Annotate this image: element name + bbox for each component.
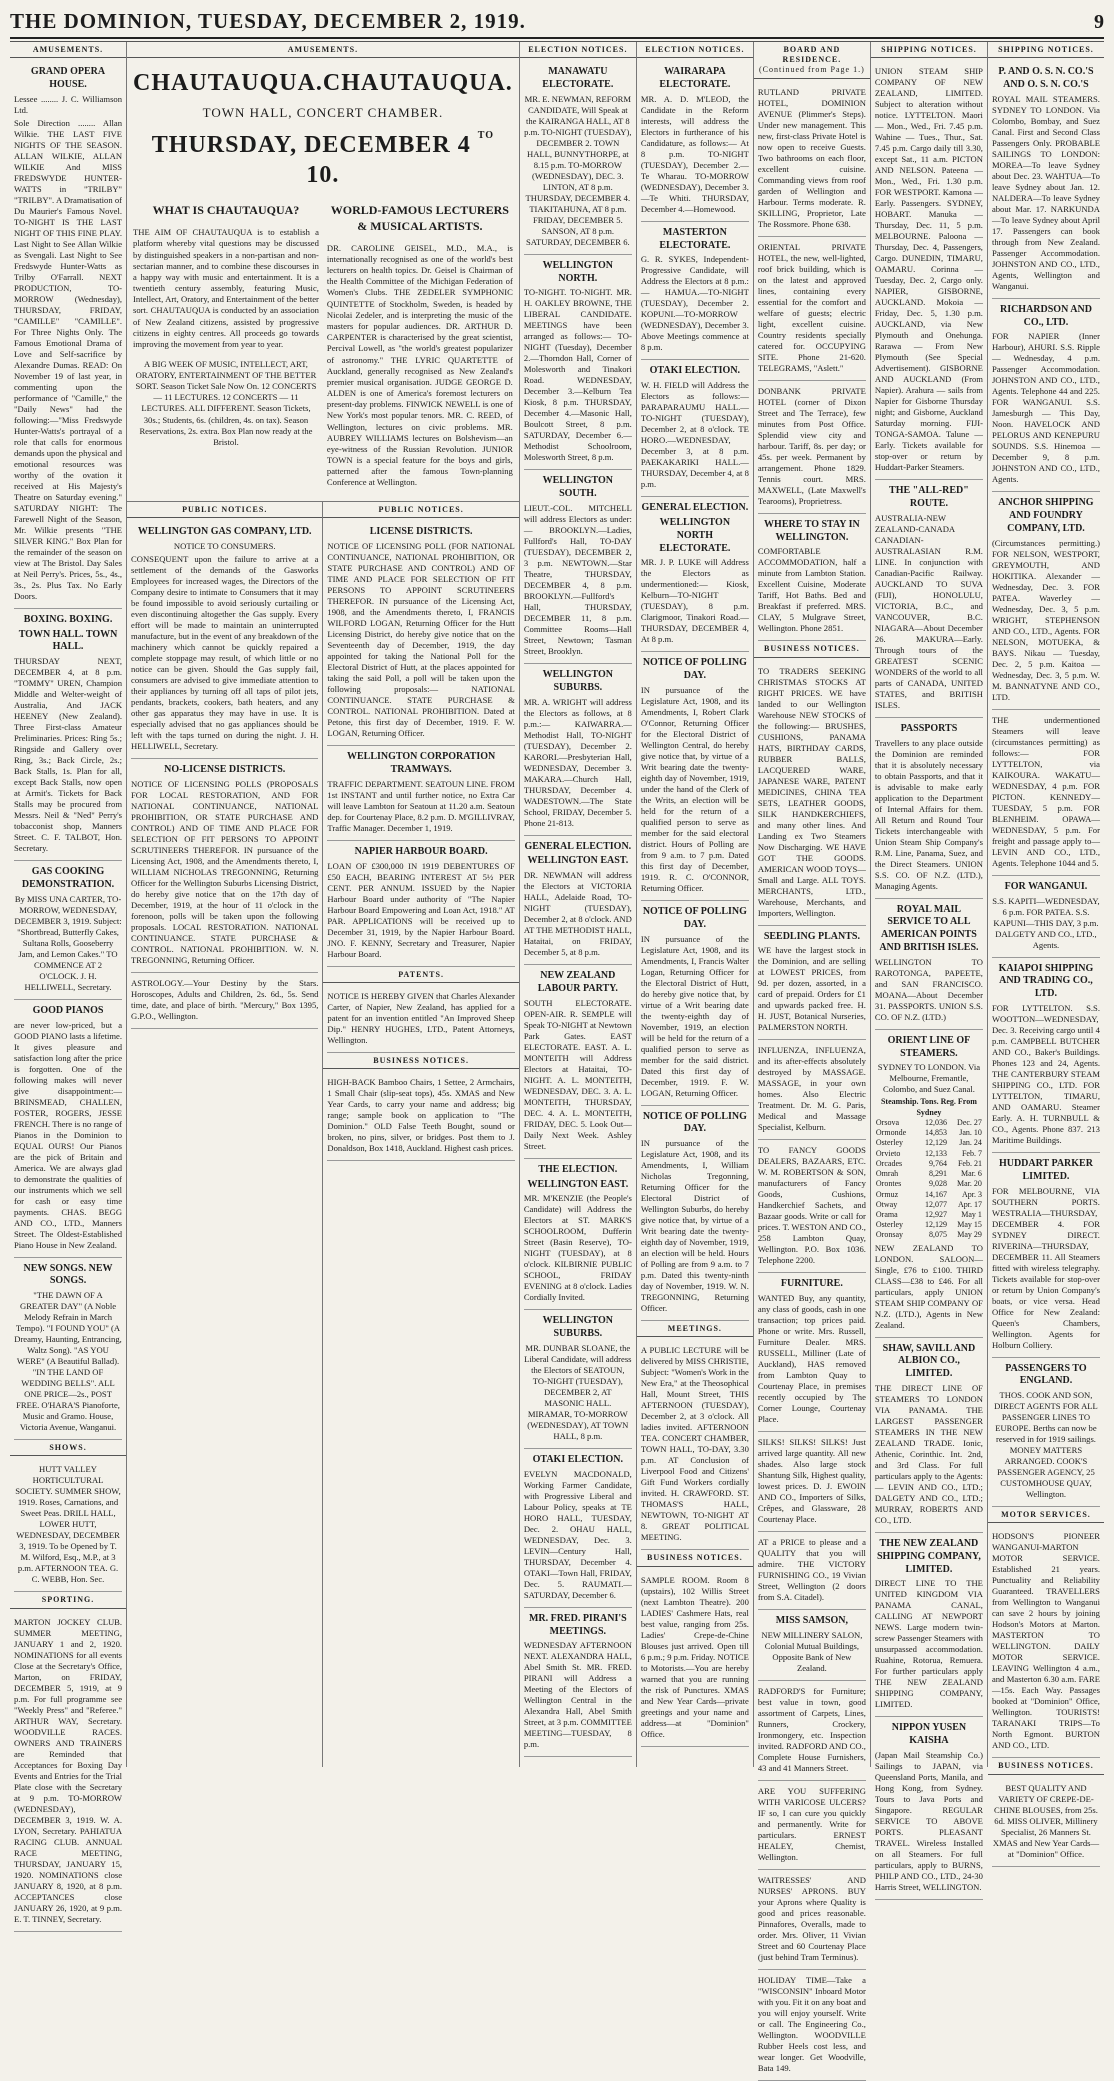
notice-text: LIEUT.-COL. MITCHELL will address Electors as under:— BROOKLYN.—Ladies, Fullford's Hall, TO-DAY (TUESDAY), DECEMBER 2, 3 p.m. NEWTOWN.—Star Theatre, THURSDAY, DECEMBER 4, 8 p.m. BROOKLYN.—Fullford's Hall, THURSDAY, DECEMBER 11, 8 p.m. Committee Rooms—Hall Street, Newtown; Tasman Street, Brooklyn. (523, 503, 632, 657)
ad-cook (992, 1358, 1100, 1508)
ad-heading: SEEDLING PLANTS. (763, 930, 860, 942)
fixture-ship: Osterley (875, 1220, 904, 1230)
notice-text: DR. NEWMAN will address the Electors at VICTORIA HALL, Adelaide Road, TO-NIGHT (TUESDAY), December 2, at 8 o'clock. AND AT THE METHODIST HALL, Hataitai, on FRIDAY, December 5, at 8 p.m. (523, 870, 632, 958)
notice-heading: THE ELECTION. (538, 1163, 618, 1175)
ad-seedlings (758, 926, 866, 1041)
chautauqua-date-end: 10. (306, 162, 340, 189)
ad-shaw-savill (875, 1338, 983, 1533)
chautauqua-date-to: TO (477, 129, 495, 141)
ad-richardson (992, 299, 1100, 493)
fixture-ship: Omrah (875, 1169, 899, 1179)
ad-victory (758, 1532, 866, 1610)
notice-heading: OTAKI ELECTION. (649, 365, 741, 377)
ad-text: NEW MILLINERY SALON, Colonial Mutual Buildings, Opposite Bank of New Zealand. (761, 1629, 863, 1673)
fixture-tons: 14,167 (924, 1189, 947, 1199)
ad-text: MARTON JOCKEY CLUB. SUMMER MEETING, JANUARY 1 and 2, 1920. NOMINATIONS for all events Close at the Secretary's Office, Marton, on FRIDAY, DECEMBER 5, 1919, at 9 p.m. For full programme see "Weekly Press" and "Referee." ARTHUR WAY, Secretary. WOODVILLE RACES. OWNERS AND TRAINERS are Reminded that Acceptances for Boxing Day Events and Entries for the Trial Plate close with the Secretary at 9 p.m. TO-MORROW (WEDNESDAY), DECEMBER 3, 1919. W. A. LYON, Secretary. PAHIATUA RACING CLUB. ANNUAL RACE MEETING, THURSDAY, JANUARY 15, 1920. NOMINATIONS close JANUARY 8, 1920, at 8 p.m. ACCEPTANCES close JANUARY 26, 1920, at 9 p.m. E. T. TINNEY, Secretary. (14, 1616, 123, 1924)
ad-lessee: Lessee ........ J. C. Williamson Ltd. (14, 93, 123, 115)
ad-text: FOR LYTTELTON. S.S. WOOTTON—WEDNESDAY, Dec. 3. Receiving cargo until 4 p.m. CAMPBELL BUTCHER AND CO., Baker's Buildings. Phones 123 and 24, Agents. THE CANTERBURY STEAM SHIPPING CO., LTD. FOR LYTTELTON, TIMARU, AND OAMARU. Steamer Early. A. H. TURNBULL & CO., Agents. Phone 837. 213 Maritime Buildings. (991, 1003, 1100, 1145)
what-text: THE AIM OF CHAUTAUQUA is to establish a platform whereby vital questions may be discussed by distinguished speakers in a non-partisan and non-sectarian manner, and to combine these discourses in a happy way with music and entertainment. It is a twentieth century assembly, featuring Music, Intellect, Art, Oratory, and Entertainment of the better sort. CHAUTAUQUA is conducted by an association of New Zealand citizens, assisted by progressive citizens in eighty centres. All proceeds go towards improving the movement from year to year. (133, 227, 319, 349)
notice-tramways (327, 746, 514, 841)
masthead (10, 6, 1104, 39)
fixture-row (875, 1200, 983, 1210)
ad-text: ORIENTAL PRIVATE HOTEL, the new, well-lighted, roof brick building, which is on the latest and approved lines, containing every essential for the comfort and welfare of guests; electric light, excellent cuisine. Country residents specially catered for. OCCUPYING SITE. Phone 21-620. TELEGRAMS, "Aslett." (757, 241, 866, 373)
ad-text: FOR NAPIER (Inner Harbour), AHURI. S.S. Ripple — Wednesday, 4 p.m. Passenger Accommodation. JOHNSTON AND CO., LTD., Agents. Telephone 44 and 225. FOR WANGANUI. S.S. Jamesburgh — This Day, Noon. HAVELOCK AND PELORUS AND KENEPURU SOUNDS. S.S. Hinemoa — December 9, 8 p.m. JOHNSTON AND CO., LTD., Agents. (991, 331, 1100, 485)
ad-subheading: TOWN HALL. TOWN HALL. (18, 628, 118, 653)
chautauqua-title-right: CHAUTAUQUA. (322, 70, 513, 97)
fixture-ship: Orcades (875, 1158, 903, 1168)
ad-text: FOR MELBOURNE, VIA SOUTHERN PORTS. WESTRALIA—THURSDAY, DECEMBER 4. FOR SYDNEY DIRECT. RIVERINA—THURSDAY, DECEMBER 11. All Steamers fitted with wireless telegraphy. Tickets available for stop-over or return by Union Company's boats, or vice versa. Head Office for New Zealand: Queen's Chambers, Wellington. Agents for Holburn Colliery. (991, 1185, 1100, 1350)
notice-heading: NO-LICENSE DISTRICTS. (164, 764, 286, 776)
ad-boxing (14, 609, 122, 861)
fixture-row (875, 1230, 983, 1240)
notice-pirani (524, 1608, 632, 1758)
fixture-row (875, 1169, 983, 1179)
chautauqua-right (327, 199, 513, 497)
ad-heading: BOXING. BOXING. (23, 613, 113, 625)
notice-text: TRAFFIC DEPARTMENT. SEATOUN LINE. FROM 1st INSTANT and until further notice, no Extra Car will leave Lambton for Seatoun at 11.20 a.m. Seatoun dep. for Courtenay Place, 8.2 p.m. D. M'GILLIVRAY, Traffic Manager. December 1, 1919. (327, 778, 515, 833)
fixture-row (875, 1138, 983, 1148)
fixture-row (875, 1210, 983, 1220)
chautauqua-title (133, 68, 513, 99)
notice-text: MR. A. D. M'LEOD, the Candidate in the Reform interests, will address the Electors in furtherance of his Candidature, as follows:— At 8 p.m. TO-NIGHT (TUESDAY), December 2.—Te Wharau. TO-MORROW (WEDNESDAY), December 3.—Te Whiti. THURSDAY, December 4.—Homewood. (640, 93, 749, 214)
fixture-ship: Ormonde (875, 1128, 907, 1138)
notice-text: EVELYN MACDONALD, Working Farmer Candidate, with Progressive Liberal and Labour Policy, speaks at TE HORO HALL, TUESDAY, Dec. 2. OHAU HALL, WEDNESDAY, Dec. 3. LEVIN—Century Hall, THURSDAY, December 4. OTAKI—Town Hall, FRIDAY, Dec. 5. RAUMATI.—SATURDAY, December 6. (523, 1468, 632, 1600)
ad-text: Travellers to any place outside the Dominion are reminded that it is absolutely necessary to obtain Passports, and that it is advisable to make early application to the Department of Internal Affairs for them. All Return and Round Tour Tickets interchangeable with Union Steam Ship Company's R.M. Line, Panama, Suez, and the Direct Steamers. UNION S.S. CO. OF N.Z. (LTD.), Managing Agents. (874, 737, 983, 891)
ad-text: THOS. COOK AND SON, DIRECT AGENTS FOR ALL PASSENGER LINES TO EUROPE. Berths can now be reserved in for 1919 sailings. MONEY MATTERS ARRANGED. COOK'S PASSENGER AGENCY, 25 CUSTOMHOUSE QUAY, Wellington. (994, 1390, 1098, 1500)
column-board (754, 42, 871, 2073)
notice-wn-north (524, 255, 632, 471)
ad-heading: NIPPON YUSEN KAISHA (891, 1722, 967, 1747)
notice-text: SAMPLE ROOM. Room 8 (upstairs), 102 Willis Street (next Lambton Theatre). 200 LADIES' Cashmere Hats, real best value, ranging from 25s. Ladies' Crepe-de-Chine Blouses just arrived. Open till 6 p.m.; 9 p.m. Friday. NOTICE to Motorists.—You are hereby warned that you are running the risk of Punctures. XMAS and New Year Cards—private greetings and your name and address—at "Dominion" Office. (640, 1574, 749, 1739)
notice-text: ASTROLOGY.—Your Destiny by the Stars. Horoscopes, Adults and Children, 2s. 6d., 5s. Send time, date, and place of birth. "Mercury," Box 1395, G.P.O., Wellington. (131, 978, 319, 1021)
notice-text: WEDNESDAY AFTERNOON NEXT. ALEXANDRA HALL, Abel Smith St. MR. FRED. PIRANI will Address a Meeting of the Electors of Wellington Central in the Alexandra Hall, Abel Smith Street, at 3 p.m. COMMITTEE MEETING—TUESDAY, 8 p.m. (523, 1640, 632, 1750)
ad-where-to-stay (758, 514, 866, 642)
ad-heading: SHAW, SAVILL AND ALBION CO., LIMITED. (882, 1342, 976, 1380)
column-heading: PUBLIC NOTICES. (127, 502, 322, 518)
ad-p-and-o (992, 61, 1100, 299)
fixture-date: May 15 (957, 1220, 982, 1230)
ad-heading: FURNITURE. (780, 1278, 843, 1290)
notice-business (327, 1072, 514, 1161)
ad-text: AUSTRALIA-NEW ZEALAND-CANADA CANADIAN-AUSTRALASIAN R.M. LINE. In conjunction with Canadian-Pacific Railway. AUCKLAND TO SUVA (FIJI), HONOLULU, VICTORIA, B.C., and VANCOUVER, B.C. NIAGARA—About December 26. MAKURA—Early. Through tours of the GREATEST SCENIC WONDERS of the world to all parts of CANADA, UNITED STATES, and BRITISH ISLES. (874, 512, 983, 710)
column-heading: ELECTION NOTICES. (520, 42, 636, 58)
ad-text: By MISS UNA CARTER, TO-MORROW, WEDNESDAY, DECEMBER 3, 1919. Subject: "Shortbread, Butterfly Cakes, Sultana Rolls, Gooseberry Jam, and Lemon Cakes." TO COMMENCE AT 2 O'CLOCK. J. H. HELLIWELL, Secretary. (14, 893, 122, 992)
ad-nz-shipping (875, 1533, 983, 1717)
ad-union-steam (875, 61, 983, 480)
ad-heading: ORIENT LINE OF STEAMERS. (887, 1034, 971, 1059)
section-heading-business: BUSINESS NOTICES. (988, 1758, 1104, 1774)
ad-text: RUTLAND PRIVATE HOTEL, DOMINION AVENUE (Plimmer's Steps). Under new management. This new, first-class Private Hotel is now open to receive Guests. Two bathrooms on each floor, excellent cuisine. Commanding views from roof garden of Wellington and Harbour. Terms moderate. R. SKILLING, Proprietor, Late The Rossmore. Phone 638. (757, 86, 866, 229)
ad-radford (758, 1681, 866, 1781)
notice-heading: NAPIER HARBOUR BOARD. (354, 845, 488, 857)
notice-text: NOTICE IS HEREBY GIVEN that Charles Alexander Carter, of Napier, New Zealand, has applied for a patent for an invention entitled "An Improved Sheep Dip." HENRY HUGHES, LTD., Patent Attorneys, Wellington. (327, 990, 515, 1045)
fixture-tons: 12,129 (924, 1220, 947, 1230)
ad-text: INFLUENZA, INFLUENZA, and its after-effects absolutely destroyed by MASSAGE. MASSAGE, in your own homes. Also Electric Treatment. Dr. M. G. Paris, Medical and Massage Specialist, Kelburn. (757, 1045, 866, 1133)
fixture-ship: Orontes (875, 1179, 902, 1189)
section-heading-business: BUSINESS NOTICES. (754, 641, 870, 657)
ad-anchor (992, 492, 1100, 709)
fixture-tons: 12,077 (924, 1199, 947, 1209)
ad-royal-mail (875, 899, 983, 1030)
ad-text: HUTT VALLEY HORTICULTURAL SOCIETY. SUMMER SHOW, 1919. Roses, Carnations, and Sweet Peas. DRILL HALL, LOWER HUTT, WEDNESDAY, DECEMBER 3, 1919. To be Opened by T. M. Wilford, Esq., M.P., at 3 p.m. AFTERNOON TEA. G. C. WEBB, Hon. Sec. (15, 1464, 121, 1585)
fixture-row (875, 1220, 983, 1230)
what-heading: WHAT IS CHAUTAUQUA? (152, 203, 300, 218)
notice-heading: NOTICE OF POLLING DAY. (642, 657, 747, 682)
chautauqua-date (133, 130, 513, 191)
notice-subheading: WELLINGTON EAST. (527, 855, 629, 867)
ad-text: DONBANK PRIVATE HOTEL (corner of Dixon Street and The Terrace), few minutes from Post Office. Splendid view city and harbour. Tariff, 8s. per day; or 45s. per week. Permanent by arrangement. Phone 1829. Tennis court. MRS. MAXWELL, (Late Maxwell's Tearooms), Proprietress. (757, 385, 866, 506)
ad-heading: THE NEW ZEALAND SHIPPING COMPANY, LIMITED. (876, 1538, 981, 1575)
chautauqua-body (133, 199, 513, 497)
notice-heading: OTAKI ELECTION. (532, 1453, 624, 1465)
notice-heading: WELLINGTON NORTH. (542, 259, 614, 284)
ad-text: Sole Direction ........ Allan Wilkie. THE LAST FIVE NIGHTS OF THE SEASON. ALLAN WILKIE, ALLAN WILKIE And MISS FREDSWYDE HUNTER-WATTS in "TRILBY" "TRILBY". A Dramatisation of Du Maurier's Famous Novel. TO-NIGHT IS THE LAST NIGHT OF THIS FINE PLAY. Last Night to See Allan Wilkie as Svengali. Last Night to See Fredswyde Hunter-Watts as Trilby O'Farrall. NEXT PRODUCTION, TO-MORROW (Wednesday), THURSDAY, FRIDAY, "CAMILLE" "CAMILLE". For Three Nights Only. The Famous Emotional Drama of Love and Self-sacrifice by Alexandre Dumas. READ: On November 19 of last year, in commenting upon the performance of "Camille," the "Daily News" had the following:—"Miss Fredswyde Hunter-Watts's portrayal of a role that calls for enormous demands upon the physical and emotional resources was worthy of the ovation it received at His Majesty's Theatre on Saturday evening." SATURDAY NIGHT: The Farewell Night of the Season, Mr. Wilkie presents "THE SILVER KING." Box Plan for the remainder of the season on view at The Bristol. Day Sales at Neil Perry's. Prices, 5s., 4s., 3s., 2s. Plus Tax. No Early Doors. (14, 117, 123, 601)
ad-hutt-show (14, 1459, 122, 1592)
fixture-date: May 29 (957, 1230, 982, 1240)
ad-text: (Circumstances permitting.) FOR NELSON, WESTPORT, GREYMOUTH, AND HOKITIKA. Alexander — Wednesday, Dec. 3. FOR PATEA. Waverley — Wednesday, Dec. 3, 5 p.m. WRIGHT, STEPHENSON AND CO., LTD., Agents. FOR NELSON, MOTUEKA, & BAYS. Nikau — Tuesday, Dec. 2, 5 p.m. Kaitoa — Wednesday, Dec. 3, 5 p.m. W. M. BANNATYNE AND CO., LTD. (991, 537, 1100, 702)
column-public-1 (127, 502, 323, 1767)
ad-heading: HUDDART PARKER LIMITED. (998, 1158, 1093, 1182)
column-heading-sub: (Continued from Page 1.) (759, 65, 865, 75)
ad-heading: FOR WANGANUI. (1004, 880, 1088, 892)
ad-heading: PASSENGERS TO ENGLAND. (1005, 1362, 1087, 1387)
ad-gas-cooking (14, 861, 122, 1000)
ad-steamers (992, 710, 1100, 876)
fixture-ship: Otway (875, 1199, 898, 1209)
notice-labour (524, 965, 632, 1159)
fixture-tons: 14,853 (924, 1128, 947, 1138)
ad-nippon (875, 1717, 983, 1900)
column-heading: SHIPPING NOTICES. (988, 42, 1104, 58)
notice-wairarapa (641, 61, 749, 222)
fixture-date: Mar. 20 (957, 1179, 982, 1189)
ad-text: SILKS! SILKS! SILKS! Just arrived large quantity. All new shades. Also large stock Shantung Silk, Highest quality, lowest prices. D. J. EWOIN AND CO., Importers of Silks, Crêpes, and Glassware, 28 Courtenay Place. (757, 1437, 866, 1525)
section-heading-meetings: MEETINGS. (637, 1321, 753, 1337)
ad-silks (758, 1432, 866, 1532)
notice-wn-east (524, 836, 632, 966)
ad-heading: MISS SAMSON, (775, 1615, 849, 1627)
column-election-1 (520, 42, 637, 1767)
ad-text: HODSON'S PIONEER WANGANUI-MARTON MOTOR SERVICE. Established 21 years. Punctuality and Reliability Guaranteed. TRAVELLERS from Wellington to Wanganui can save 2 hours by joining Hodson's Motors at Marton. MASTERTON TO WELLINGTON. DAILY MOTOR SERVICE. LEAVING Wellington 4 a.m., and Masterton 6.30 a.m. FARE—15s. Each Way. Passages booked at "Dominion" Office, Wellington. TOURISTS! TARANAKI TRIPS—To North Egmont. BURTON AND CO., LTD. (991, 1531, 1100, 1751)
notice-license (327, 521, 514, 746)
notice-heading: MR. FRED. PIRANI'S MEETINGS. (528, 1612, 627, 1637)
public-notices (127, 502, 519, 1767)
fixture-date: Jan. 24 (959, 1138, 982, 1148)
section-heading-business: BUSINESS NOTICES. (323, 1053, 518, 1069)
notice-text: NOTICE OF LICENSING POLL (FOR NATIONAL CONTINUANCE, NATIONAL PROHIBITION, OR STATE PURCHASE AND CONTROL) AND OF TIME AND PLACE FOR SELECTION OF FIT PERSONS TO APPOINT SCRUTINEERS THEREFOR. IN pursuance of the Licensing Act, 1908, and the Amendments thereto, I, FRANCIS WILFORD LOGAN, Returning Officer for the Hutt Licensing District, do hereby give notice that on the Seventeenth day of December, 1919, the day appointed for taking the National Poll for the Electoral District of Hutt, at the places appointed for taking the said Poll, a poll will be taken upon the following proposals:— NATIONAL CONTINUANCE. STATE PURCHASE & CONTROL. NATIONAL PROHIBITION. Dated at Petone, this first day of December, 1919. F. W. LOGAN, Returning Officer. (327, 541, 515, 739)
ad-heading: PASSPORTS (900, 722, 958, 734)
fixture-ship: Orsova (875, 1117, 900, 1127)
fixture-date: Dec. 27 (957, 1117, 982, 1127)
fixture-tons: 12,927 (924, 1209, 947, 1219)
fixture-row (875, 1149, 983, 1159)
section-heading-motor: MOTOR SERVICES. (988, 1507, 1104, 1523)
ad-text: THE DIRECT LINE OF STEAMERS TO LONDON VIA PANAMA. THE LARGEST PASSENGER STEAMERS IN THE NEW ZEALAND TRADE. Ionic, Athenic, Corinthic. Int. 2nd, and 3rd Class. For full particulars apply to the Agents:— LEVIN AND CO., LTD.; DALGETY AND CO., LTD.; MURRAY, ROBERTS AND CO., LTD. (874, 1383, 983, 1526)
ad-influenza (758, 1040, 866, 1140)
ad-text: WAITRESSES' AND NURSES' APRONS. BUY your Aprons where Quality is good and prices reasonable. Pinnafores, Overalls, made to order. Mrs. Oliver, 11 Vivian Street and 60 Courtenay Place (just behind Tram Terminus). (757, 1874, 866, 1962)
ad-heading: P. AND O. S. N. CO.'S AND O. S. N. CO.'S (998, 66, 1094, 91)
column-heading: AMUSEMENTS. (10, 42, 126, 58)
notice-napier-harbour (327, 841, 514, 967)
notice-heading: GENERAL ELECTION. (524, 840, 632, 852)
column-chautauqua (127, 42, 520, 1767)
fixture-date: Mar. 6 (961, 1169, 982, 1179)
ad-aprons (758, 1870, 866, 1970)
fixture-date: Apr. 3 (961, 1189, 982, 1199)
ad-furniture (758, 1273, 866, 1432)
ad-new-songs (14, 1258, 122, 1441)
notice-text: MR. J. P. LUKE will Address the Electors as undermentioned:— Kiosk, Kelburn—TO-NIGHT (TUESDAY), 8 p.m. Clarigmoor, Tinakori Road.—THURSDAY, DECEMBER 4, At 8 p.m. (640, 557, 749, 645)
fixture-tons: 12,129 (924, 1138, 947, 1148)
ad-text: NEW ZEALAND TO LONDON. SALOON—Single, £76 to £100. THIRD CLASS—£38 to £46. For all particulars, apply UNION STEAM SHIP COMPANY OF N.Z. (LTD.), Agents in New Zealand. (874, 1242, 983, 1330)
ad-wanganui (992, 876, 1100, 958)
fixture-date: Feb. 21 (957, 1158, 982, 1168)
columns (10, 41, 1104, 2073)
section-heading-sporting: SPORTING. (10, 1592, 126, 1608)
notice-otaki (524, 1449, 632, 1608)
column-shipping-1 (871, 42, 988, 1893)
notice-text: LOAN OF £300,000 IN 1919 DEBENTURES OF £50 EACH, BEARING INTEREST AT 5½ PER CENT. PER ANNUM. ISSUED by the Napier Harbour Board under authority of "The Napier Harbour Board Empowering and Loan Act, 1918." AT PAR. APPLICATIONS will be received up to December 31, 1919, by the Napier Harbour Board. JNO. F. KENNY, Secretary and Treasurer, Napier Harbour Board. (327, 860, 515, 959)
fixture-tons: 12,133 (924, 1148, 947, 1158)
fixture-tons: 8,075 (928, 1230, 947, 1240)
ad-text: RADFORD'S for Furniture; best value in town, good assortment of Carpets, Lines, Runners, Crockery, Ironmongery, etc. Inspection invited. RADFORD AND CO., Complete House Furnishers, 43 and 41 Manners Street. (757, 1685, 866, 1773)
ad-text: S.S. KAPITI—WEDNESDAY, 6 p.m. FOR PATEA. S.S. KAPUNI—THIS DAY, 3 p.m. DALGETY AND CO., LTD., Agents. (992, 895, 1100, 950)
ad-varicose (758, 1781, 866, 1870)
notice-masterton (641, 222, 749, 361)
ad-all-red (875, 480, 983, 718)
notice-suburbs-sloane (524, 1310, 632, 1449)
notice-heading: MANAWATU ELECTORATE. (542, 66, 614, 91)
fixture-date: May 1 (961, 1209, 982, 1219)
column-heading-text: BOARD AND RESIDENCE. (782, 45, 842, 65)
notice-heading: WELLINGTON SUBURBS. (542, 669, 614, 693)
ad-traders (758, 661, 866, 926)
ad-heading: ROYAL MAIL SERVICE TO ALL AMERICAN POINTS AND BRITISH ISLES. (879, 903, 979, 954)
notice-text: HIGH-BACK Bamboo Chairs, 1 Settee, 2 Armchairs, 1 Small Chair (slip-seat tops), 45s. XMAS and New Year Cards, to carry your name and address; big range; sample book on application to "The Dominion." OLD False Teeth Bought, sound or broken, no pins, silver, or bridges. Post them to J. Donaldson, Box 1418, Auckland. Highest cash prices. (327, 1077, 515, 1154)
column-public-2 (323, 502, 518, 1767)
notice-heading: MASTERTON ELECTORATE. (659, 226, 731, 251)
notice-otaki-field (641, 360, 749, 497)
fixture-tons: 9,028 (928, 1179, 947, 1189)
notice-heading: NOTICE OF POLLING DAY. (642, 1110, 747, 1135)
notice-text: MR. A. WRIGHT will address the Electors as follows, at 8 p.m.:— KAIWARRA.—Methodist Hall, TO-NIGHT (TUESDAY), December 2. KARORI.—Presbyterian Hall, WEDNESDAY, December 3. MAKARA.—Church Hall, THURSDAY, December 4. WADESTOWN.—The State School, FRIDAY, December 5. Phone 21-813. (523, 696, 632, 828)
notice-business (641, 1570, 749, 1747)
chautauqua-venue: TOWN HALL, CONCERT CHAMBER. (202, 104, 444, 120)
fixtures-table (875, 1118, 983, 1241)
ad-text: BEST QUALITY AND VARIETY OF CREPE-DE-CHINE BLOUSES, from 25s. 6d. MISS OLIVER, Millinery Specialist, 26 Manners St. XMAS and New Year Cards—at "Dominion" Office. (992, 1782, 1100, 1859)
ad-samson (758, 1610, 866, 1681)
notice-text: W. H. FIELD will Address the Electors as follows:— PARAPARAUMU HALL.—TO-NIGHT (TUESDAY), December 2, at 8 o'clock. TE HORO.—WEDNESDAY, December 3, at 8 p.m. PAEKAKARIKI HALL.—THURSDAY, December 4, at 8 p.m. (640, 380, 749, 490)
column-heading: PUBLIC NOTICES. (323, 502, 518, 518)
fixture-row (875, 1118, 983, 1128)
ad-text: HOLIDAY TIME—Take a "WISCONSIN" Inboard Motor with you. Fit it on any boat and you will enjoy yourself. Write or call. The Engineering Co., Wellington. WOODVILLE Rubber Heels cost less, and wear longer. Get Woodville, Bata 149. (757, 1974, 866, 2073)
ad-text: "THE DAWN OF A GREATER DAY" (A Noble Melody Refrain in March Tempo). "I FOUND YOU" (A Dreamy, Haunting, Entrancing, Waltz Song). "AS YOU WERE" (A Beautiful Ballad). "IN THE LAND OF WEDDING BELLS". ALL ONE PRICE—2s., POST FREE. O'HARA'S Pianoforte, Music and Gramo. House, Victoria Avenue, Wanganui. (14, 1290, 122, 1433)
ad-chautauqua (127, 58, 519, 502)
ad-heading: THE "ALL-RED" ROUTE. (889, 485, 969, 510)
ad-grand-opera (14, 61, 122, 609)
notice-astrology (131, 973, 318, 1029)
ad-text: UNION STEAM SHIP COMPANY OF NEW ZEALAND, LIMITED. Subject to alteration without notice. LYTTELTON. Maori — Mon., Wed., Fri. 7.45 p.m. Wahine — Tues., Thur., Sat. 7.45 p.m. Cargo daily till 3.30, except Sat., 11 a.m. PICTON AND NELSON. Pateena — Mon., Wed., Fri. 1.30 p.m. FOR WESTPORT. Kamona — Early. Passengers. SYDNEY, HOBART. Manuka — Thursday, Dec. 11, 5 p.m. MELBOURNE. Paloona — Thursday, Dec. 4, Passengers, Cargo. DUNEDIN, TIMARU, OAMARU. Corinna — Tuesday, Dec. 2, Cargo only. NAPIER, GISBORNE, AUCKLAND. Mokoia — Friday, Dec. 5, 1.30 p.m. AUCKLAND, via New Plymouth and Onehunga. Rarawa — From New Plymouth (See Special Advertisement). GISBORNE AND AUCKLAND (From Napier). Arahura — sails from Napier for Gisborne Thursday night; and Gisborne, Auckland Saturday morning. FIJI-TONGA-SAMOA. Talune — Early. Tickets available for stop-over or return by Huddart-Parker Steamers. (874, 66, 983, 473)
notice-text: G. R. SYKES, Independent-Progressive Candidate, will Address the Electors at 8 p.m.:— HAMUA.—TO-NIGHT (TUESDAY), December 2. KOPUNI.—TO-MORROW (WEDNESDAY), December 3. Above Meetings commence at 8 p.m. (640, 254, 749, 353)
notice-heading: GENERAL ELECTION. (641, 502, 749, 514)
notice-heading: WELLINGTON CORPORATION TRAMWAYS. (346, 751, 496, 775)
chautauqua-date-main: THURSDAY, DECEMBER 4 (151, 131, 471, 158)
column-heading: AMUSEMENTS. (127, 42, 519, 58)
fixture-tons: 12,036 (924, 1117, 947, 1127)
column-heading: ELECTION NOTICES. (637, 42, 753, 58)
notice-polling-central (641, 652, 749, 901)
notice-gas-company (131, 521, 318, 759)
notice-polling-hutt (641, 901, 749, 1106)
section-heading-patents: PATENTS. (323, 967, 518, 983)
section-heading-business: BUSINESS NOTICES. (637, 1550, 753, 1566)
notice-text: SOUTH ELECTORATE. OPEN-AIR. R. SEMPLE will Speak TO-NIGHT at Newtown Park Gates. EAST ELECTORATE. EAST. A. L. MONTEITH will Address Electors at Hataitai, TO-NIGHT. A. L. MONTEITH, WEDNESDAY, DEC. 3. A. L. MONTEITH, THURSDAY, DEC. 4. A. L. MONTEITH, FRIDAY, DEC. 5. Look Out—Daily Next Week. Ashley Street. (523, 997, 632, 1151)
fixture-row (875, 1190, 983, 1200)
notice-heading: LICENSE DISTRICTS. (369, 526, 473, 538)
ad-text: WE have the largest stock in the Dominion, and are selling at LOWEST PRICES, from 9d. per dozen, assorted, in a card of prepaid. Orders for £1 and upwards packed free. H. H. JUST, Botanical Nurseries, PALMERSTON NORTH. (757, 945, 866, 1033)
fixture-tons: 8,291 (928, 1169, 947, 1179)
ad-heading: GOOD PIANOS (32, 1004, 104, 1016)
ad-text: AT a PRICE to please and a QUALITY that you will admire. THE VICTORY FURNISHING CO., 19 Vivian Street, Wellington (2 doors from S.A. Citadel). (757, 1537, 866, 1603)
ad-heading: NEW SONGS. NEW SONGS. (23, 1262, 113, 1287)
notice-heading: WELLINGTON SOUTH. (542, 475, 614, 500)
fixture-row (875, 1159, 983, 1169)
notice-text: MR. DUNBAR SLOANE, the Liberal Candidate, will address the Electors of SEATOUN, TO-NIGHT (TUESDAY), DECEMBER 2, AT MASONIC HALL. MIRAMAR, TO-MORROW (WEDNESDAY), AT TOWN HALL, 8 p.m. (524, 1342, 632, 1441)
week-text: A BIG WEEK OF MUSIC, INTELLECT, ART, ORATORY, ENTERTAINMENT OF THE BETTER SORT. Season Ticket Sale Now On. 12 CONCERTS — 11 LECTURES. 12 CONCERTS — 11 LECTURES. ALL DIFFERENT. Season Tickets, 30s.; Students, 6s. (children, 4s. on tax). Season Reservations, 2s. extra. Box Plan now ready at the Bristol. (135, 358, 317, 447)
ad-orient (875, 1030, 983, 1338)
fixture-ship: Osterley (875, 1138, 904, 1148)
column-shipping-2 (988, 42, 1104, 1859)
ad-text: ROYAL MAIL STEAMERS. SYDNEY TO LONDON. Via Colombo, Bombay, and Suez Canal. First and Second Class Passengers Only. PROBABLE SAILINGS TO LONDON: MOREA—To leave Sydney about Dec. 23. WAHTUA—To leave Sydney about Jan. 12. NALDERA—To leave Sydney about Mar. 17. NARKUNDA—To leave Sydney about April 17. Passengers can book through from New Zealand. Passenger Accommodation. JOHNSTON AND CO., LTD., Agents, Wellington and Wanganui. (991, 93, 1100, 291)
notice-text: IN pursuance of the Legislature Act, 1908, and its Amendments, I, William Nicholas Tregonning, Returning Officer for the Electoral District of Wellington Suburbs, do hereby give notice that, by virtue of a Writ bearing date the twenty-eighth day of November, 1919, an election will be held. Hours of Polling are from 9 a.m. to 7 p.m. Dated this twenty-ninth day of November, 1919. W. N. TREGONNING, Returning Officer. (640, 1138, 749, 1314)
masthead-title: THE DOMINION, TUESDAY, DECEMBER 2, 1919. (10, 9, 526, 33)
chautauqua-left (133, 199, 319, 497)
notice-text: TO-NIGHT. TO-NIGHT. MR. H. OAKLEY BROWNE, THE LIBERAL CANDIDATE. MEETINGS have been arranged as follows:— TO-NIGHT (Tuesday), December 2.—Thorndon Hall, Corner of Molesworth and Tinakori Road. WEDNESDAY, December 3.—Kelburn Tea Kiosk, 8 p.m. THURSDAY, December 4.—Masonic Hall, Boulcott Street, 8 p.m. SATURDAY, December 6.—Methodist Schoolroom, Molesworth Street, 8 p.m. (523, 287, 632, 463)
ad-text: TO TRADERS SEEKING CHRISTMAS STOCKS AT RIGHT PRICES. WE have landed to our Wellington Warehouse NEW STOCKS of the following:— BRUSHES, CUSHIONS, PANAMA HATS, BIRTHDAY CARDS, RUBBER BALLS, LACQUERED WARE, JAPANESE WARE, PATENT MEDICINES, CHINA TEA SETS, LEATHER GOODS, SILK HANDKERCHIEFS, and many other lines. And Landing ex Two Steamers Now Discharging. WE HAVE GOT THE GOODS. AMERICAN WOOD TOYS—Small and Large. ALL TOYS. MERCHANTS, LTD., Warehouse, Merchants, and Importers, Wellington. (757, 665, 866, 918)
notice-subheading: NOTICE TO CONSUMERS. (173, 541, 276, 552)
ad-oriental (758, 237, 866, 381)
notice-text: MR. M'KENZIE (the People's Candidate) will Address the Electors at ST. MARK'S SCHOOLROOM, Dufferin Street (Basin Reserve), TO-NIGHT (TUESDAY), at 8 o'clock. KILBIRNIE PUBLIC SCHOOL, FRIDAY EVENING at 8 o'clock. Ladies Cordially Invited. (523, 1193, 632, 1303)
ad-heading: KAIAPOI SHIPPING AND TRADING CO., LTD. (998, 962, 1094, 1000)
ad-heading: ANCHOR SHIPPING AND FOUNDRY COMPANY, LTD. (998, 497, 1094, 535)
ad-text: WELLINGTON TO RAROTONGA, PAPEETE, and SAN FRANCISCO. MOANA—About December 31. PASSPORTS. UNION S.S. CO. OF N.Z. (LTD.) (874, 956, 983, 1022)
fixtures-header: Steamship. Tons. Reg. From Sydney (880, 1097, 977, 1117)
ad-text: WANTED Buy, any quantity, any class of goods, cash in one transaction; top prices paid. Phone or write. Mrs. Russell, Furniture Dealer. MRS. RUSSELL, Milliner (Late of Auckland), HAS removed from Lambton Quay to Courtenay Place, in premises recently occupied by The Corner Lounge, Courtenay Place. (757, 1293, 866, 1425)
column-heading: SHIPPING NOTICES. (871, 42, 987, 58)
ad-heading: RICHARDSON AND CO., LTD. (999, 303, 1092, 328)
fixture-ship: Ormuz (875, 1189, 899, 1199)
fixture-ship: Orvieto (875, 1148, 901, 1158)
notice-polling-suburbs (641, 1106, 749, 1322)
page-number: 9 (1094, 11, 1104, 33)
notice-heading: WELLINGTON SUBURBS. (542, 1315, 614, 1340)
fixture-date: Jan. 10 (959, 1128, 982, 1138)
fixture-row (875, 1179, 983, 1189)
notice-heading: WELLINGTON GAS COMPANY, LTD. (137, 526, 312, 538)
world-text: DR. CAROLINE GEISEL, M.D., M.A., is internationally recognised as one of the world's best lecturers on health topics. Dr. Geisel is Chairman of the Health Committee of the Michigan Federation of Women's Clubs. THE ZEDELER SYMPHONIC QUINTETTE of Stockholm, Sweden, is headed by Nicolai Zedeler, and is interpreting the music of the masters for popular audiences. DR. ARTHUR D. CARPENTER is characterised by the great scientist, Percival Lowell, as "the world's greatest popularizer of astronomy." THE LYRIC QUARTETTE of Auckland, generally recognised as New Zealand's premier musical organisation. JUDGE GEORGE D. ALDEN is one of America's foremost lecturers on present-day problems. FINWICK NEWELL is one of New York's most popular tenors. MR. C. REED, of Wellington, lectures on civic problems. MR. AUBREY WILLIAMS lectures on Bolshevism—an eye-witness of the Russian Revolution. JUNIOR TOWN is a special feature for the boys and girls, patterned after the famous Town-planning Conference at Wellington. (326, 242, 513, 488)
chautauqua-title-left: CHAUTAUQUA. (133, 70, 323, 97)
notice-text: IN pursuance of the Legislature Act, 1908, and its Amendments, I, Robert Clark O'Connor, Returning Officer for the Electoral District of Wellington Central, do hereby give notice that, by virtue of a Writ bearing date the twenty-eighth day of November, 1919, under the hand of the Clerk of the Writs, an election will be held for the return of a qualified person to serve as member for the said electoral district. Hours of Polling are from 9 a.m. to 7 p.m. Dated this first day of December, 1919. R. C. O'CONNOR, Returning Officer. (640, 685, 749, 893)
notice-text: NOTICE OF LICENSING POLLS (PROPOSALS FOR LOCAL RESTORATION, AND FOR NATIONAL CONTINUANCE, NATIONAL PROHIBITION, OR STATE PURCHASE AND CONTROL) AND OF TIME AND PLACE FOR SELECTION OF FIT PERSONS TO APPOINT SCRUTINEERS THEREFOR. IN pursuance of the Licensing Act, 1908, and the Amendments thereto, I, WILLIAM NICHOLAS TREGONNING, Returning Officer for the Wellington Suburbs Licensing District, do hereby give notice that on the 17th day of December, 1919, at the hour of 11 o'clock in the forenoon, polls will be taken upon the following proposals. LOCAL RESTORATION. NATIONAL CONTINUANCE. STATE PURCHASE & CONTROL. NATIONAL PROHIBITION. W. N. TREGONNING, Returning Officer. (131, 779, 319, 965)
ad-donbank (758, 381, 866, 514)
ad-text: COMFORTABLE ACCOMMODATION, half a minute from Lambton Station. Excellent Cuisine, Moderate Tariff, Hot Baths. Bed and Breakfast if preferred. MRS. CLAY, 5 Mulgrave Street, Wellington. Phone 2851. (757, 546, 866, 634)
notice-text: CONSEQUENT upon the failure to arrive at a settlement of the demands of the Gasworks Employees for increased wages, the Directors of the Company desire to intimate to Consumers that it may be found impossible to avoid seriously curtailing or even discontinuing altogether the Gas supply. Every effort will be made to maintain an uninterrupted manufacture, but in the event of any breakdown of the machinery which cannot be quickly repaired a complete stoppage may result, of which little or no notice can be given. Should the Gas supply fail, consumers are advised to give immediate attention to their appliances by turning off all taps of pilot jets, pendants, brackets, cookers, bath heaters, and any other gas apparatus they may have in use. It is especially advised that no gas appliances should be left with the taps turned on during the night. J. H. HELLIWELL, Secretary. (131, 554, 319, 752)
ad-kaiapoi (992, 958, 1100, 1153)
fixture-row (875, 1128, 983, 1138)
ad-text: are never low-priced, but a GOOD PIANO lasts a lifetime. It gives pleasure and satisfaction long after the price is forgotten. One of the following makes will never give disappointment:— BRINSMEAD, CHALLEN, FOSTER, ROGERS, JESSE FRENCH. There is no range of Pianos in the Dominion to EQUAL OURS! Our Pianos are the pick of Britain and America. We are always glad to demonstrate the qualities of our instruments which we sell for cash or easy time payments. CHAS. BEGG AND CO., LTD., Manners Street. The Oldest-Established Piano House in New Zealand. (14, 1019, 123, 1250)
notice-wn-suburbs (524, 664, 632, 836)
fixture-date: Apr. 17 (957, 1199, 982, 1209)
ad-heading: WHERE TO STAY IN WELLINGTON. (764, 518, 860, 543)
fixture-ship: Orama (875, 1209, 898, 1219)
ad-text: TO FANCY GOODS DEALERS, BAZAARS, ETC. W. M. ROBERTSON & SON, manufacturers of Fancy Goods, Cushions, Handkerchief Sachets, and Bazaar goods. Write or call for prices. T. WESTON AND CO., 258 Lambton Quay, Wellington. P.O. Box 1036. Telephone 2200. (757, 1145, 866, 1266)
ad-text: THURSDAY NEXT, DECEMBER 4, at 8 p.m. "TOMMY" UREN, Champion Middle and Welter-weight of Australia, And JACK HEENEY (New Zealand). Three First-class Amateur Preliminaries. Prices: Ring 5s.; Ringside and Gallery over Ring, 3s.; Back Circle, 2s.; Back Stalls, 1s. Plan for all, except Back Stalls, now open at Armit's. Tickets for Back Stalls may be procured from Messrs. Neil & "Ned" Perry's tobacconist shop, Manners Street. C. F. TALBOT, Hon. Secretary. (14, 656, 123, 854)
fixture-ship: Oronsay (875, 1230, 904, 1240)
notice-text: A PUBLIC LECTURE will be delivered by MISS CHRISTIE, Subject: "Women's Work in the New Era," at the Theosophical Hall, Mount Street, THIS AFTERNOON (TUESDAY), December 2, at 3 o'clock. All ladies invited. AFTERNOON TEA. CONCERT CHAMBER, TOWN HALL, TO-DAY, 3.30 p.m. AT Conclusion of Liverpool Food and Citizens' Gift Fund Workers cordially invited. H. CRAWFORD. ST. THOMAS'S HALL, NEWTOWN, TO-NIGHT AT 8. GREAT POLITICAL MEETING. (640, 1345, 749, 1543)
column-election-2 (637, 42, 754, 1767)
notice-text: MR. E. NEWMAN, REFORM CANDIDATE, Will Speak at the KAIRANGA HALL, AT 8 p.m. TO-NIGHT (TUESDAY), DECEMBER 2. TOWN HALL, BUNNYTHORPE, at 8.15 p.m. TO-MORROW (WEDNESDAY), DEC. 3. LINTON, AT 8 p.m. THURSDAY, DECEMBER 4. TIAKITAHUNA, AT 8 p.m. FRIDAY, DECEMBER 5. SANSON, AT 8 p.m. SATURDAY, DECEMBER 6. (524, 93, 632, 247)
ad-huddart (992, 1153, 1100, 1358)
ad-fancy-goods (758, 1140, 866, 1273)
notice-luke (641, 497, 749, 652)
ad-rutland (758, 82, 866, 237)
notice-subheading: WELLINGTON NORTH ELECTORATE. (659, 517, 731, 554)
column-amusements (10, 42, 127, 1924)
notice-heading: NOTICE OF POLLING DAY. (642, 906, 747, 930)
world-heading: WORLD-FAMOUS LECTURERS & MUSICAL ARTISTS. (330, 203, 509, 233)
ad-text: THE undermentioned Steamers will leave (circumstances permitting) as follows:— FOR LYTTELTON, via KAIKOURA. WAKATU—WEDNESDAY, 4 p.m. FOR PICTON. KENNEDY—TUESDAY, 5 p.m. FOR BLENHEIM. OPAWA—WEDNESDAY, 5 p.m. For freight and passage apply to— LEVIN AND CO., LTD., Agents. Telephone 1044 and 5. (991, 714, 1100, 868)
section-heading-shows: SHOWS. (10, 1440, 126, 1456)
ad-heading: GAS COOKING DEMONSTRATION. (21, 866, 115, 891)
column-heading (754, 42, 870, 79)
ad-blouses (992, 1778, 1100, 1867)
notice-patent (327, 986, 514, 1053)
notice-east-mckenzie (524, 1159, 632, 1311)
ad-text: DIRECT LINE TO THE UNITED KINGDOM VIA PANAMA CANAL, CALLING AT NEWPORT NEWS. Large modern twin-screw Passenger Steamers with unsurpassed accommodation. Ruahine, Rotorua, Remuera. For further particulars apply THE NEW ZEALAND SHIPPING COMPANY, LIMITED. (874, 1578, 983, 1710)
notice-manawatu (524, 61, 632, 255)
ad-heading: GRAND OPERA HOUSE. (30, 66, 106, 91)
notice-heading: WAIRARAPA ELECTORATE. (659, 66, 731, 91)
ad-passports (875, 718, 983, 899)
ad-holiday (758, 1970, 866, 2081)
notice-heading: NEW ZEALAND LABOUR PARTY. (537, 970, 618, 994)
newspaper-page (10, 6, 1104, 2073)
ad-motor (992, 1526, 1100, 1758)
ad-text: ARE YOU SUFFERING WITH VARICOSE ULCERS? IF so, I can cure you quickly and permanently. Write for particulars. ERNEST HEALEY, Chemist, Wellington. (757, 1785, 866, 1862)
notice-text: IN pursuance of the Legislature Act, 1908, and its Amendments, I, Francis Walter Logan, Returning Officer for the Electoral District of Hutt, do hereby give notice that, by virtue of a Writ bearing date the twenty-eighth day of November, 1919, an election will be held for the return of a qualified person to serve as member for the said district. Dated this first day of December, 1919. F. W. LOGAN, Returning Officer. (640, 933, 749, 1098)
notice-wn-south (524, 470, 632, 664)
notice-meetings (641, 1340, 749, 1550)
fixture-date: Feb. 7 (961, 1148, 982, 1158)
notice-no-license (131, 759, 318, 973)
ad-pianos (14, 1000, 122, 1258)
notice-subheading: WELLINGTON EAST. (527, 1178, 629, 1190)
ad-text: SYDNEY TO LONDON. Via Melbourne, Fremantle, Colombo, and Suez Canal. (877, 1062, 981, 1095)
ad-sporting (14, 1612, 122, 1932)
fixture-tons: 9,764 (928, 1158, 947, 1168)
ad-text: (Japan Mail Steamship Co.) Sailings to JAPAN, via Queensland Ports, Manila, and Hong Kong, from Sydney. Tours to Java Ports and Singapore. REGULAR SERVICE TO ABOVE PORTS. PLEASANT TRAVEL. Wireless Installed on all Steamers. For full particulars, apply to BURNS, PHILP AND CO., LTD., 24-30 Harris Street, WELLINGTON. (874, 1750, 983, 1893)
